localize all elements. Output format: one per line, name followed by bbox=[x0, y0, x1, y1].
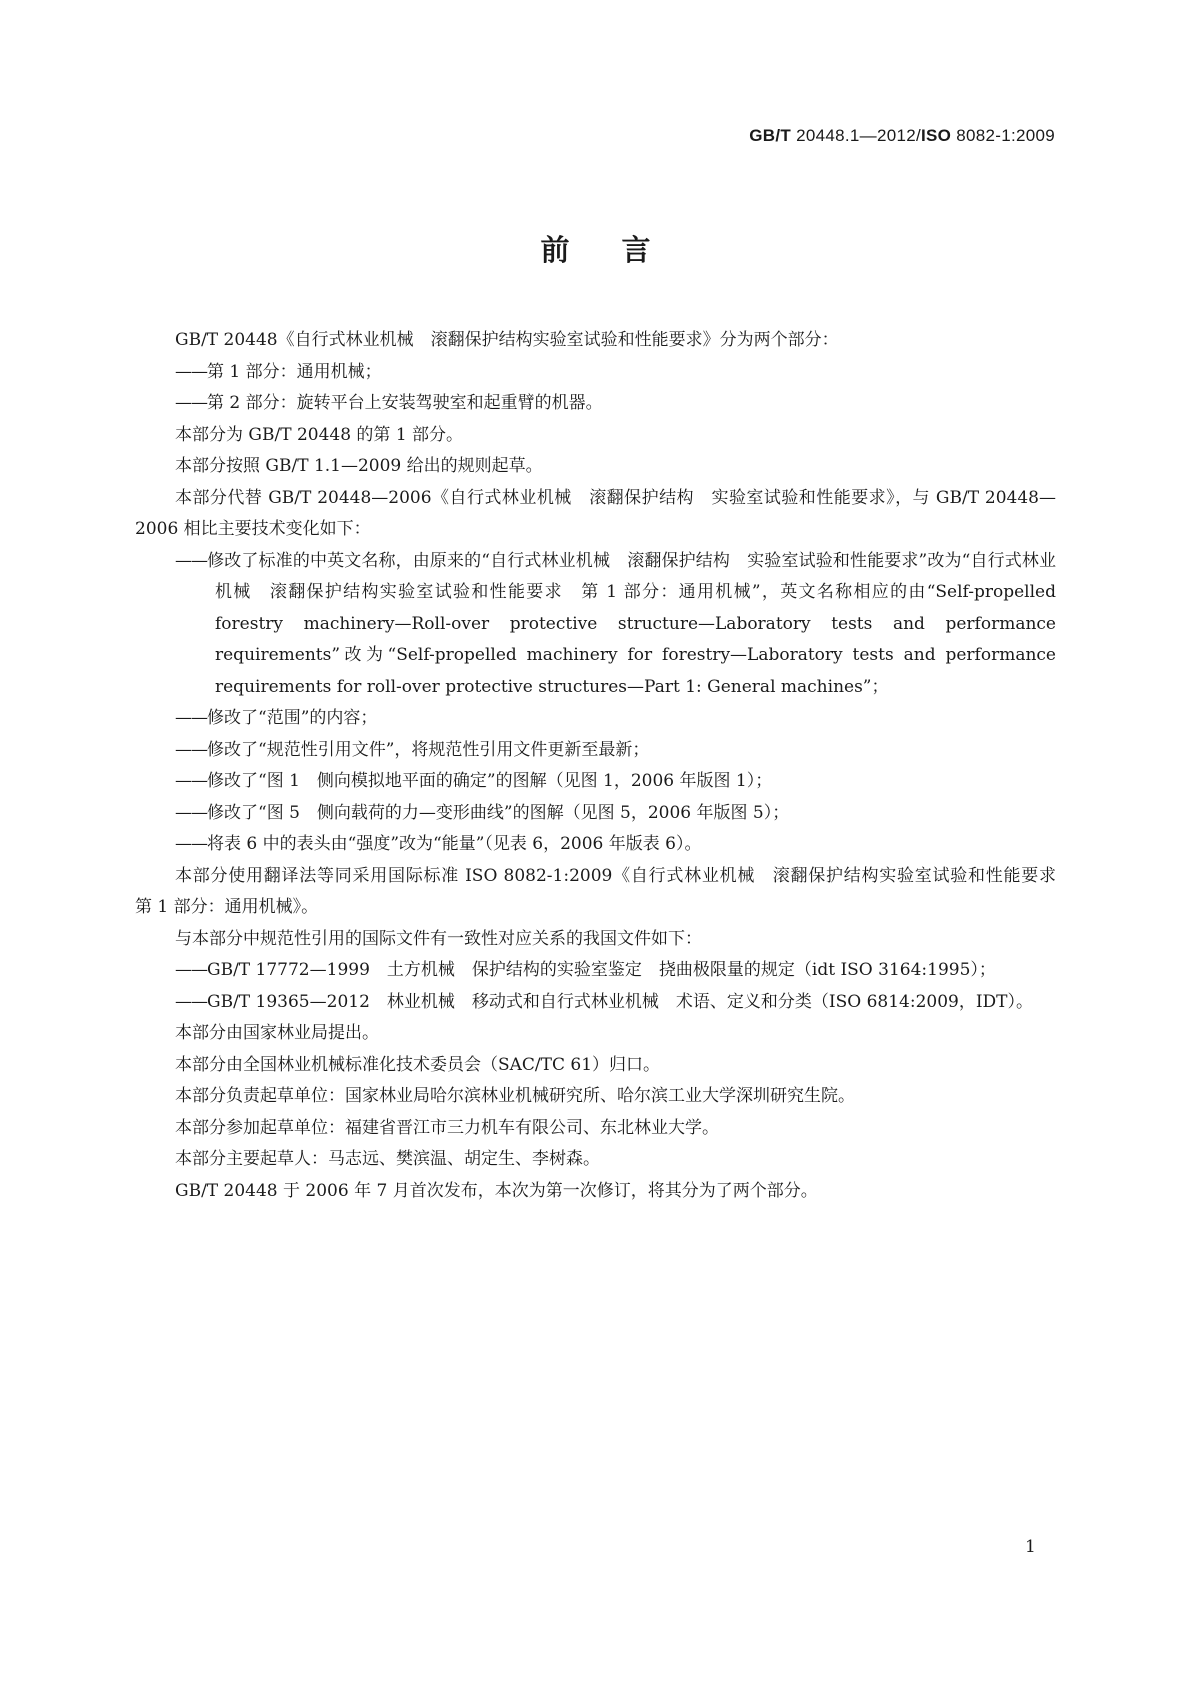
dash-marker: —— bbox=[175, 739, 207, 760]
dash-marker: —— bbox=[175, 361, 207, 382]
list-item-text: 第 2 部分：旋转平台上安装驾驶室和起重臂的机器。 bbox=[207, 393, 603, 413]
paragraph: 与本部分中规范性引用的国际文件有一致性对应关系的我国文件如下： bbox=[175, 928, 702, 949]
paragraph: 本部分代替 GB/T 20448—2006《自行式林业机械 滚翻保护结构 实验室试验和性能要求》，与 GB/T 20448—2006 相比主要技术变化如下： bbox=[135, 487, 1056, 539]
list-item-text: 修改了“规范性引用文件”，将规范性引用文件更新至最新； bbox=[207, 739, 650, 760]
dash-list-item bbox=[135, 829, 1056, 861]
dash-list-item bbox=[135, 703, 1056, 735]
paragraph: GB/T 20448《自行式林业机械 滚翻保护结构实验室试验和性能要求》分为两个部分： bbox=[175, 330, 839, 350]
dash-list-item bbox=[135, 955, 1056, 987]
page-title: 前言 bbox=[540, 233, 703, 267]
list-item-text: GB/T 17772—1999 土方机械 保护结构的实验室鉴定 挠曲极限量的规定（idt ISO 3164:1995）； bbox=[207, 960, 996, 980]
list-item-text: GB/T 19365—2012 林业机械 移动式和自行式林业机械 术语、定义和分类（ISO 6814:2009，IDT）。 bbox=[207, 991, 1034, 1012]
list-item-text: 将表 6 中的表头由“强度”改为“能量”（见表 6，2006 年版表 6）。 bbox=[207, 834, 702, 854]
page-number: 1 bbox=[1025, 1537, 1036, 1557]
standard-code-header bbox=[749, 126, 1055, 146]
dash-list-item bbox=[135, 766, 1056, 798]
dash-marker: —— bbox=[175, 708, 207, 728]
paragraph: 本部分为 GB/T 20448 的第 1 部分。 bbox=[175, 424, 464, 445]
dash-marker: —— bbox=[175, 771, 207, 791]
paragraph: GB/T 20448 于 2006 年 7 月首次发布，本次为第一次修订，将其分为了两个部分。 bbox=[175, 1180, 818, 1201]
dash-marker: —— bbox=[175, 834, 207, 854]
dash-marker: —— bbox=[175, 393, 207, 413]
standard-code-part: 8082-1:2009 bbox=[951, 126, 1055, 145]
dash-list-item bbox=[135, 735, 1056, 767]
foreword-body bbox=[135, 325, 1073, 1207]
standard-code-part: 20448.1—2012/ bbox=[791, 126, 921, 145]
dash-marker: —— bbox=[175, 802, 207, 823]
list-item-text: 修改了“范围”的内容； bbox=[207, 708, 378, 728]
paragraph: 本部分使用翻译法等同采用国际标准 ISO 8082-1:2009《自行式林业机械 滚翻保护结构实验室试验和性能要求 第 1 部分：通用机械》。 bbox=[135, 865, 1073, 917]
standard-code-part: ISO bbox=[921, 126, 952, 145]
paragraph: 本部分由全国林业机械标准化技术委员会（SAC/TC 61）归口。 bbox=[175, 1054, 661, 1075]
list-item-text: 第 1 部分：通用机械； bbox=[207, 361, 382, 382]
dash-list-item bbox=[135, 357, 1056, 389]
dash-list-item bbox=[135, 798, 1056, 830]
paragraph: 本部分参加起草单位：福建省晋江市三力机车有限公司、东北林业大学。 bbox=[175, 1117, 719, 1138]
list-item-text: 修改了标准的中英文名称，由原来的“自行式林业机械 滚翻保护结构 实验室试验和性能要求”改为“自行式林业机械 滚翻保护结构实验室试验和性能要求 第 1 部分：通用机械”，英文名称相应的由“Self-propelled forestry machinery—Roll-over protective structure—Laboratory tests and performance requirements”改为“Self-propelled machinery for forestry—Laboratory tests and performance requirements for roll-over protective structures—Part 1: General machines”； bbox=[207, 550, 1056, 697]
paragraph: 本部分负责起草单位：国家林业局哈尔滨林业机械研究所、哈尔滨工业大学深圳研究生院。 bbox=[175, 1086, 855, 1106]
dash-list-item bbox=[135, 987, 1056, 1019]
paragraph: 本部分按照 GB/T 1.1—2009 给出的规则起草。 bbox=[175, 456, 543, 476]
paragraph: 本部分主要起草人：马志远、樊滨温、胡定生、李树森。 bbox=[175, 1149, 600, 1169]
standard-code-part: GB/T bbox=[749, 126, 792, 145]
list-item-text: 修改了“图 1 侧向模拟地平面的确定”的图解（见图 1，2006 年版图 1）； bbox=[207, 771, 773, 791]
dash-list-item bbox=[135, 388, 1056, 420]
dash-list-item bbox=[135, 546, 1056, 704]
list-item-text: 修改了“图 5 侧向载荷的力—变形曲线”的图解（见图 5，2006 年版图 5）； bbox=[207, 802, 790, 823]
dash-marker: —— bbox=[175, 550, 207, 571]
dash-marker: —— bbox=[175, 960, 207, 980]
paragraph: 本部分由国家林业局提出。 bbox=[175, 1023, 379, 1043]
dash-marker: —— bbox=[175, 991, 207, 1012]
